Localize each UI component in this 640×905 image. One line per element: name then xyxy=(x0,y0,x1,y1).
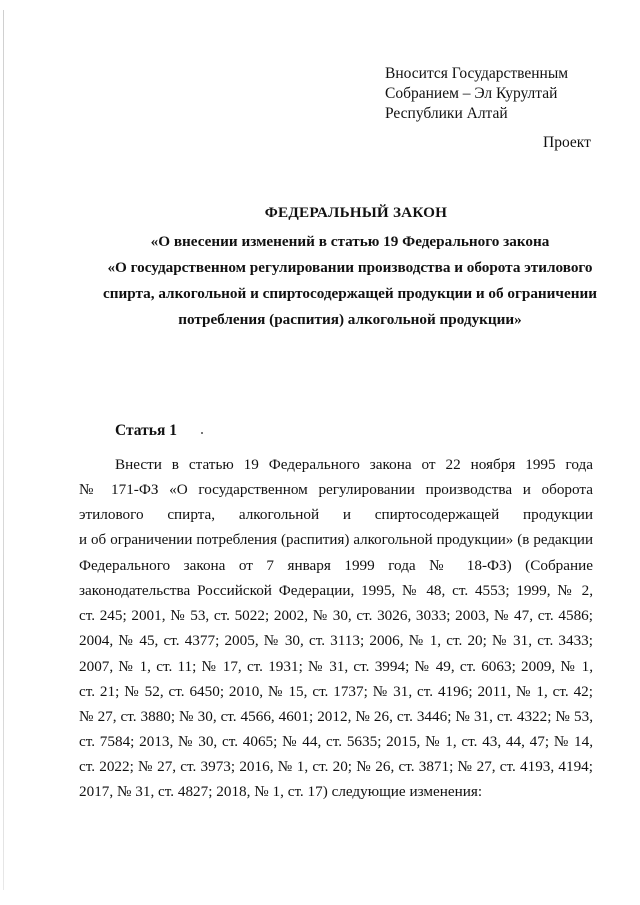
scan-speck xyxy=(201,432,203,434)
law-name-line: «О государственном регулировании производства и оборота этилового xyxy=(107,259,593,276)
submitted-by-line: Вносится Государственным xyxy=(385,65,569,82)
submitted-by-line: Собранием – Эл Курултай xyxy=(385,85,558,102)
document-status: Проект xyxy=(543,134,591,151)
article-line: и об ограничении потребления (распития) алкогольной продукции» (в редакции xyxy=(79,531,593,548)
article-line: ст. 245; 2001, № 53, ст. 5022; 2002, № 30, ст. 3026, 3033; 2003, № 47, ст. 4586; xyxy=(79,607,593,625)
article-line: Внести в статью 19 Федерального закона от 22 ноября 1995 года xyxy=(115,456,593,473)
scan-edge-line xyxy=(3,10,4,890)
law-type-heading: ФЕДЕРАЛЬНЫЙ ЗАКОН xyxy=(264,204,448,221)
article-line: ст. 2022; № 27, ст. 3973; 2016, № 1, ст. 20; № 26, ст. 3871; № 27, ст. 4193, 4194; xyxy=(79,758,593,776)
law-title-block xyxy=(60,203,640,333)
law-name-line: потребления (распития) алкогольной продукции» xyxy=(178,311,522,328)
article-line: № 171-ФЗ «О государственном регулировании производства и оборота xyxy=(79,481,593,499)
article-line: ст. 7584; 2013, № 30, ст. 4065; № 44, ст. 5635; 2015, № 1, ст. 43, 44, 47; № 14, xyxy=(79,733,593,751)
article-line: законодательства Российской Федерации, 1995, № 48, ст. 4553; 1999, № 2, xyxy=(79,581,593,599)
article-line: 2007, № 1, ст. 11; № 17, ст. 1931; № 31, ст. 3994; № 49, ст. 6063; 2009, № 1, xyxy=(79,657,593,675)
article-line: Федерального закона от 7 января 1999 года № 18-ФЗ) (Собрание xyxy=(79,556,593,574)
article-body xyxy=(79,452,593,805)
article-heading: Статья 1 xyxy=(115,422,177,439)
article-line: ст. 21; № 52, ст. 6450; 2010, № 15, ст. 1737; № 31, ст. 4196; 2011, № 1, ст. 42; xyxy=(79,682,593,700)
submitted-by-line: Республики Алтай xyxy=(385,105,508,122)
article-line: 2017, № 31, ст. 4827; 2018, № 1, ст. 17) следующие изменения: xyxy=(79,783,483,801)
article-line: № 27, ст. 3880; № 30, ст. 4566, 4601; 2012, № 26, ст. 3446; № 31, ст. 4322; № 53, xyxy=(79,707,593,725)
law-name xyxy=(60,229,640,333)
article-line: 2004, № 45, ст. 4377; 2005, № 30, ст. 3113; 2006, № 1, ст. 20; № 31, ст. 3433; xyxy=(79,632,593,650)
law-name-line: спирта, алкогольной и спиртосодержащей продукции и об ограничении xyxy=(103,285,597,302)
submitted-by-block xyxy=(385,64,568,124)
article-line: этилового спирта, алкогольной и спиртосодержащей продукции xyxy=(79,506,593,524)
law-name-line: «О внесении изменений в статью 19 Федерального закона xyxy=(150,233,550,250)
